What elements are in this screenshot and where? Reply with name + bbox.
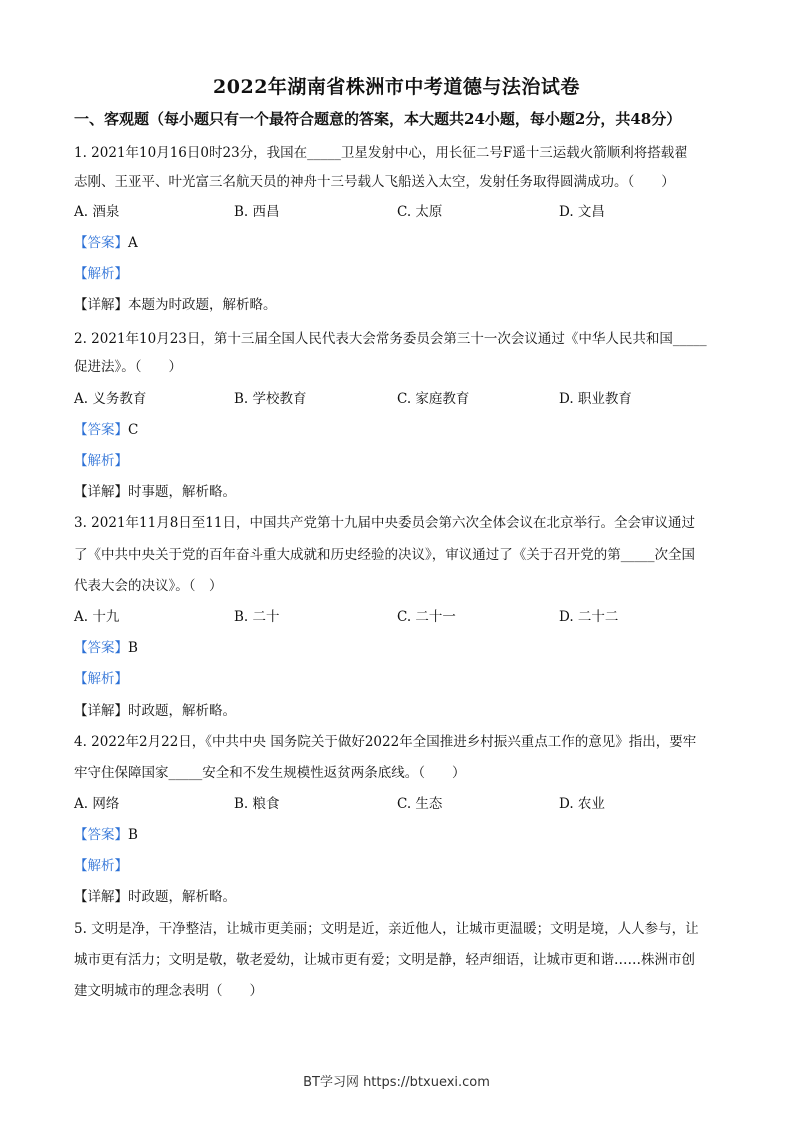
analysis-label: 【解析】 [74, 858, 128, 874]
option-b: B. 西昌 [234, 204, 280, 220]
detail-label: 【详解】 [74, 297, 128, 313]
question-4-line-1: 4. 2022年2月22日，《中共中央 国务院关于做好2022年全国推进乡村振兴重点工作的意见》指出，要牢 [74, 734, 697, 750]
question-1-line-1: 1. 2021年10月16日0时23分，我国在_____卫星发射中心，用长征二号F遥十三运载火箭顺利将搭载翟 [74, 145, 688, 161]
detail-text: 时事题，解析略。 [128, 484, 236, 500]
detail-label: 【详解】 [74, 484, 128, 500]
answer-label: 【答案】 [74, 640, 128, 656]
option-c: C. 生态 [397, 796, 443, 812]
analysis-row [74, 669, 128, 689]
option-b: B. 学校教育 [234, 391, 307, 407]
option-d: D. 二十二 [559, 609, 619, 625]
answer-value: B [128, 640, 138, 656]
question-3-line-3: 代表大会的决议》。（ ） [74, 578, 223, 594]
page-title: 2022年湖南省株洲市中考道德与法治试卷 [213, 76, 580, 98]
option-b: B. 粮食 [234, 796, 280, 812]
question-2-options [74, 389, 724, 409]
question-1-options [74, 202, 724, 222]
question-1-line-2: 志刚、王亚平、叶光富三名航天员的神舟十三号载人飞船送入太空，发射任务取得圆满成功。（ ） [74, 174, 675, 190]
option-a: A. 义务教育 [74, 391, 147, 407]
option-d: D. 职业教育 [559, 391, 632, 407]
analysis-label: 【解析】 [74, 671, 128, 687]
answer-label: 【答案】 [74, 422, 128, 438]
option-c: C. 太原 [397, 204, 443, 220]
answer-label: 【答案】 [74, 827, 128, 843]
answer-row [74, 825, 138, 845]
option-d: D. 文昌 [559, 204, 605, 220]
question-2-line-1: 2. 2021年10月23日，第十三届全国人民代表大会常务委员会第三十一次会议通过《中华人民共和国_____ [74, 331, 707, 347]
analysis-label: 【解析】 [74, 266, 128, 282]
option-b: B. 二十 [234, 609, 280, 625]
question-3-line-1: 3. 2021年11月8日至11日，中国共产党第十九届中央委员会第六次全体会议在北京举行。全会审议通过 [74, 515, 695, 531]
detail-text: 时政题，解析略。 [128, 703, 236, 719]
answer-value: B [128, 827, 138, 843]
detail-label: 【详解】 [74, 889, 128, 905]
question-4-options [74, 794, 724, 814]
detail-row [74, 887, 236, 907]
question-3-options [74, 607, 724, 627]
detail-text: 本题为时政题，解析略。 [128, 297, 277, 313]
option-a: A. 酒泉 [74, 204, 120, 220]
question-5-line-3: 建文明城市的理念表明（ ） [74, 983, 263, 999]
answer-label: 【答案】 [74, 235, 128, 251]
analysis-row [74, 264, 128, 284]
footer-watermark: BT学习网 https://btxuexi.com [303, 1075, 490, 1090]
answer-row [74, 420, 138, 440]
detail-text: 时政题，解析略。 [128, 889, 236, 905]
analysis-row [74, 856, 128, 876]
detail-row [74, 482, 236, 502]
analysis-label: 【解析】 [74, 453, 128, 469]
option-a: A. 网络 [74, 796, 120, 812]
option-d: D. 农业 [559, 796, 605, 812]
option-c: C. 家庭教育 [397, 391, 470, 407]
section-header: 一、客观题（每小题只有一个最符合题意的答案，本大题共24小题，每小题2分，共48分） [74, 110, 682, 128]
answer-value: A [128, 235, 138, 251]
answer-row [74, 233, 138, 253]
question-2-line-2: 促进法》。（ ） [74, 359, 182, 375]
answer-row [74, 638, 138, 658]
answer-value: C [128, 422, 139, 438]
detail-row [74, 295, 277, 315]
detail-label: 【详解】 [74, 703, 128, 719]
question-4-line-2: 牢守住保障国家_____安全和不发生规模性返贫两条底线。（ ） [74, 765, 466, 781]
option-a: A. 十九 [74, 609, 120, 625]
analysis-row [74, 451, 128, 471]
detail-row [74, 701, 236, 721]
option-c: C. 二十一 [397, 609, 456, 625]
question-5-line-1: 5. 文明是净，干净整洁，让城市更美丽；文明是近，亲近他人，让城市更温暖；文明是境，人人参与，让 [74, 921, 699, 937]
question-5-line-2: 城市更有活力；文明是敬，敬老爱幼，让城市更有爱；文明是静，轻声细语，让城市更和谐……株洲市创 [74, 952, 695, 968]
question-3-line-2: 了《中共中央关于党的百年奋斗重大成就和历史经验的决议》，审议通过了《关于召开党的第_____次全国 [74, 547, 695, 563]
